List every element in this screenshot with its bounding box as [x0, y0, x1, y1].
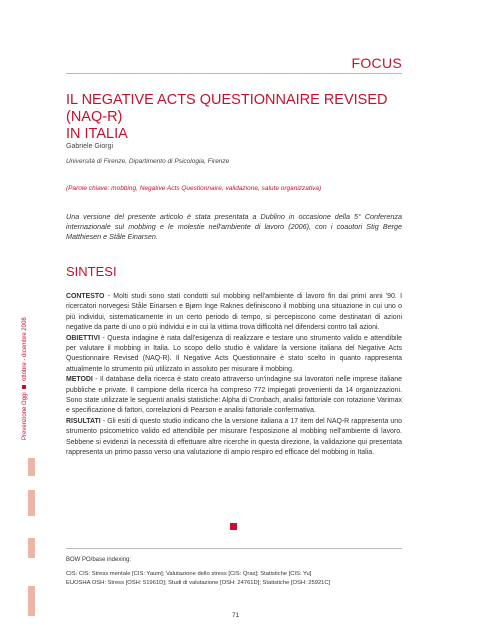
section-label: FOCUS: [351, 55, 402, 71]
side-bar-decoration: [28, 458, 35, 476]
header-divider: [66, 73, 402, 74]
title-line-2: IN ITALIA: [66, 126, 128, 142]
abstract-body: [66, 292, 402, 459]
risultati-text: - Gli esiti di questo studio indicano che la versione italiana a 17 item del NAQ-R rappresenta uno strumento psicometrico valido ed attendibile per misurare l'esposizione al mobbing nell'ambiente di lavoro. Sebbene si evidenzi la necessità di effettuare altre ricerche in questa direzione, la validazione qui presentata rappresenta un primo passo verso una valutazione di ampio respiro ed efficace del mobbing in Italia.: [66, 417, 402, 457]
obiettivi-paragraph: [66, 334, 402, 376]
contesto-paragraph: [66, 292, 402, 334]
footer-divider: [66, 548, 402, 549]
keywords: (Parole chiave: mobbing, Negative Acts Questionnaire, validazione, salute organizzativa): [66, 185, 322, 192]
title-line-1: IL NEGATIVE ACTS QUESTIONNAIRE REVISED (NAQ-R): [66, 92, 388, 125]
side-journal-label: [22, 260, 28, 440]
end-square-icon: [230, 523, 237, 530]
indexing-cis: CIS: CIS: Stress mentale [CIS: Yaum]; Valutazione dello stress [CIS: Qrax]; Statistiche [CIS: Yu]: [66, 571, 312, 577]
obiettivi-label: OBIETTIVI: [66, 334, 100, 342]
contesto-label: CONTESTO: [66, 293, 105, 300]
risultati-label: RISULTATI: [66, 417, 101, 425]
obiettivi-text: - Questa indagine è nata dall'esigenza di realizzare e testare uno strumento valido e attendibile per valutare il mobbing in Italia. Lo scopo dello studio è validare la versione italiana del Negative Acts Questionnaire Revised (NAQ-R). Il Negative Acts Questionnaire è stato scelto in quanto rappresenta attualmente lo strumento più utilizzato in assoluto per misurare il mobbing.: [66, 334, 402, 373]
metodi-text: - Il database della ricerca è stato creato attraverso un'indagine sui lavoratori nelle imprese italiane pubbliche e private. Il campione della ricerca ha compreso 772 impiegati provenienti da 14 organizzazioni. Sono state utilizzate le seguenti analisi statistiche: Alpha di Cronbach, analisi fattoriale con rotazione Varimax e specificazione di fattori, correlazioni di Pearson e analisi fattoriale confermativa.: [66, 376, 402, 415]
journal-name: Prevenzione Oggi: [22, 392, 28, 440]
author-name: Gabriele Giorgi: [66, 143, 114, 150]
indexing-euosha: EUOSHA OSH: Stress [OSH: 51961D]; Studi di valutazione [OSH: 24761D]; Statistiche [OSH: 25921C]: [66, 580, 331, 586]
indexing-title: BOW PO/base indexing:: [66, 557, 132, 563]
page-number: 71: [232, 612, 240, 619]
contesto-text: - Molti studi sono stati condotti sul mobbing nell'ambiente di lavoro fin dai primi anni '90. I ricercatori norvegesi Ståle Einarsen e Bjørn Inge Raknes definiscono il mobbing una situazione in cui uno o più individui, sistematicamente in un certo periodo di tempo, si percepiscono come destinatari di azioni negative da parte di uno o più individui e in cui la vittima trova difficoltà nel difendersi contro tali azioni.: [66, 293, 402, 332]
separator-square-icon: [22, 385, 26, 389]
risultati-paragraph: [66, 417, 402, 459]
metodi-label: METODI: [66, 376, 93, 384]
side-bar-decoration: [28, 490, 35, 516]
sintesi-heading: SINTESI: [66, 264, 117, 279]
presentation-note: Una versione del presente articolo è stata presentata a Dublino in occasione della 5° Conferenza internazionale sul mobbing e le molestie nell'ambiente di lavoro (2006), con i coautori Stig Berge Matthiesen e Ståle Einarsen.: [66, 212, 402, 241]
article-title: [66, 92, 406, 143]
metodi-paragraph: [66, 375, 402, 417]
side-bar-decoration: [28, 586, 35, 616]
author-affiliation: Università di Firenze, Dipartimento di Psicologia, Firenze: [66, 158, 230, 165]
side-bar-decoration: [28, 538, 35, 558]
issue-date: ottobre - dicembre 2008: [22, 317, 28, 381]
